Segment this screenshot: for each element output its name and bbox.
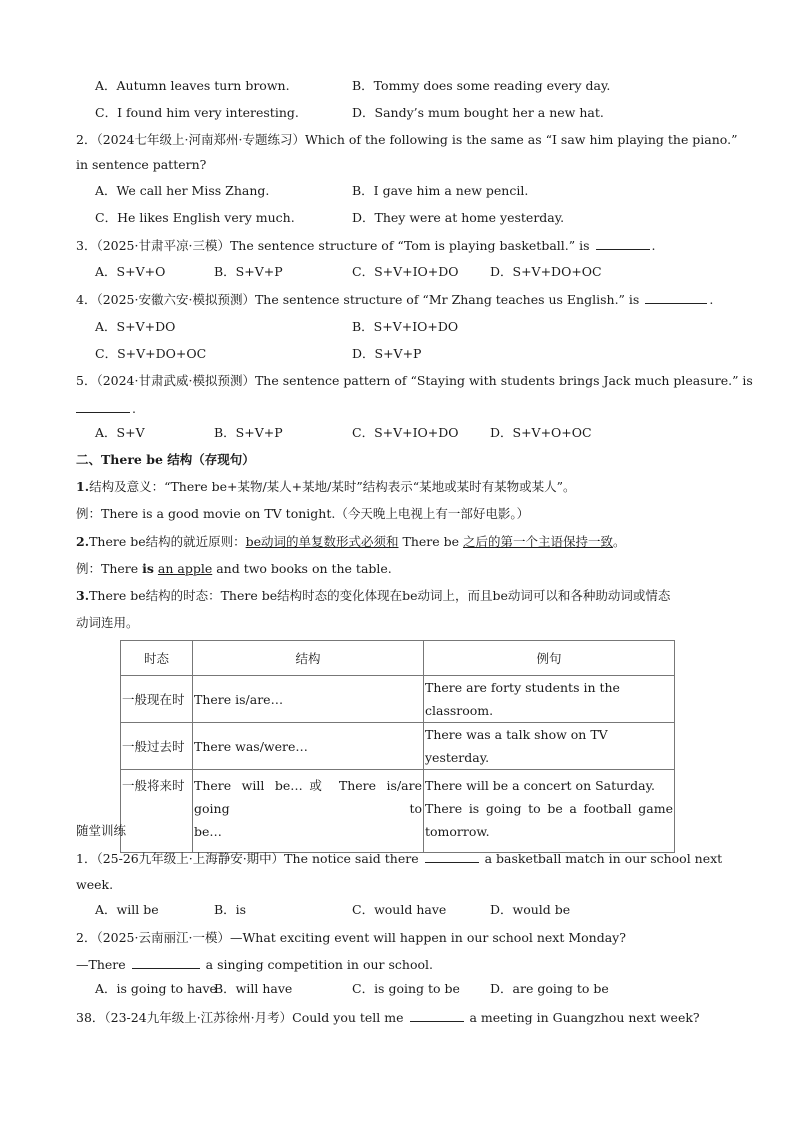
q4-option-c: C．S+V+DO+OC: [95, 346, 207, 361]
example-2: [76, 561, 392, 577]
table-row: [121, 676, 675, 723]
rule-3-number: 3.: [76, 588, 90, 603]
q3-answer-blank[interactable]: [596, 237, 650, 250]
q1-option-a: A．Autumn leaves turn brown.: [95, 78, 290, 93]
tense-table: [120, 640, 675, 853]
q3-stem-end: .: [651, 238, 656, 253]
q4-option-b: B．S+V+IO+DO: [352, 319, 459, 334]
table-cell-example: There was a talk show on TV yesterday.: [424, 723, 675, 770]
example-1: 例：There is a good movie on TV tonight.（今天晚上电视上有一部好电影。）: [76, 506, 530, 521]
rule-2-there-be: There be: [402, 534, 460, 549]
practice-q2-option-a: A．is going to have: [95, 981, 217, 996]
example-2-prefix: 例：There: [76, 561, 143, 576]
practice-q2-answer-blank[interactable]: [132, 956, 200, 969]
table-cell-tense: 一般将来时: [121, 770, 193, 853]
practice-q1-option-d: D．would be: [490, 902, 571, 917]
table-cell-example-line3: tomorrow.: [425, 824, 490, 839]
practice-q1-stem-rest: a basketball match in our school next: [484, 851, 723, 866]
q4-stem-text: 4．（2025·安徽六安·模拟预测）The sentence structure of “Mr Zhang teaches us English.” is: [76, 292, 640, 307]
rule-2-underline-1: be动词的单复数形式必须和: [245, 534, 399, 549]
practice-q2-option-d: D．are going to be: [490, 981, 609, 996]
practice-q1-option-c: C．would have: [352, 902, 447, 917]
example-2-an-apple: an apple: [157, 561, 213, 576]
rule-2: [76, 534, 626, 550]
q2-stem-line2: in sentence pattern?: [76, 157, 207, 172]
q5-option-b: B．S+V+P: [214, 425, 283, 440]
practice-q2-line2-rest: a singing competition in our school.: [205, 957, 433, 972]
q4-stem: [76, 291, 713, 308]
q4-answer-blank[interactable]: [645, 291, 707, 304]
table-header-example: 例句: [424, 641, 675, 676]
table-header-tense: 时态: [121, 641, 193, 676]
example-2-is: is: [142, 561, 154, 576]
table-cell-structure: There is/are…: [193, 676, 424, 723]
q4-stem-end: .: [709, 292, 714, 307]
q5-stem-end: .: [132, 401, 136, 416]
q3-option-c: C．S+V+IO+DO: [352, 264, 459, 279]
q1-option-d: D．Sandy’s mum bought her a new hat.: [352, 105, 604, 120]
q3-option-d: D．S+V+DO+OC: [490, 264, 602, 279]
practice-q1-option-b: B．is: [214, 902, 247, 917]
q2-option-d: D．They were at home yesterday.: [352, 210, 565, 225]
q3-option-b: B．S+V+P: [214, 264, 283, 279]
practice-q1-answer-blank[interactable]: [425, 850, 479, 863]
table-header-structure: 结构: [193, 641, 424, 676]
practice-q2-option-c: C．is going to be: [352, 981, 460, 996]
table-cell-structure-line2: be…: [194, 824, 222, 839]
q3-option-a: A．S+V+O: [95, 264, 166, 279]
q4-option-a: A．S+V+DO: [95, 319, 176, 334]
rule-1-number: 1.: [76, 479, 90, 494]
q2-stem-line1: 2．（2024七年级上·河南郑州·专题练习）Which of the following is the same as “I saw him playing the piano.”: [76, 132, 738, 147]
table-cell-structure-line1: There will be…或 There is/are going to: [194, 778, 422, 816]
practice-q1-stem-text: 1．（25-26九年级上·上海静安·期中）The notice said there: [76, 851, 419, 866]
q2-option-a: A．We call her Miss Zhang.: [95, 183, 270, 198]
q5-option-d: D．S+V+O+OC: [490, 425, 592, 440]
q1-option-c: C．I found him very interesting.: [95, 105, 299, 120]
q5-answer-blank[interactable]: [76, 400, 130, 413]
table-cell-structure: [193, 770, 424, 853]
practice-q2-line2: [76, 956, 433, 973]
table-cell-example-line1: There will be a concert on Saturday.: [425, 778, 655, 793]
table-cell-structure: There was/were…: [193, 723, 424, 770]
table-row: [121, 770, 675, 853]
practice-q2-stem: 2．（2025·云南丽江·一模）—What exciting event will happen in our school next Monday?: [76, 930, 626, 945]
practice-q38-stem-rest: a meeting in Guangzhou next week?: [469, 1010, 700, 1025]
table-cell-example: [424, 770, 675, 853]
table-cell-example-line2: There is going to be a football game: [425, 801, 673, 816]
q2-option-b: B．I gave him a new pencil.: [352, 183, 529, 198]
table-cell-example: There are forty students in the classroom.: [424, 676, 675, 723]
practice-q38-stem-text: 38．（23-24九年级上·江苏徐州·月考）Could you tell me: [76, 1010, 404, 1025]
table-row: [121, 723, 675, 770]
q5-stem-line2: [76, 400, 136, 417]
q3-stem: [76, 237, 656, 254]
q5-option-c: C．S+V+IO+DO: [352, 425, 459, 440]
rule-3-text: There be结构的时态：There be结构时态的变化体现在be动词上，而且be动词可以和各种助动词或情态: [89, 588, 671, 603]
practice-q2-line2-prefix: —There: [76, 957, 126, 972]
practice-q38-answer-blank[interactable]: [410, 1009, 464, 1022]
practice-q2-option-b: B．will have: [214, 981, 293, 996]
rule-1-text: 结构及意义：“There be+某物/某人+某地/某时”结构表示“某地或某时有某物或某人”。: [89, 479, 576, 494]
example-2-rest: and two books on the table.: [212, 561, 392, 576]
q2-option-c: C．He likes English very much.: [95, 210, 295, 225]
q5-stem: 5．（2024·甘肃武威·模拟预测）The sentence pattern of “Staying with students brings Jack much pleasure.” is: [76, 373, 753, 388]
q5-option-a: A．S+V: [95, 425, 145, 440]
q1-option-b: B．Tommy does some reading every day.: [352, 78, 611, 93]
q4-option-d: D．S+V+P: [352, 346, 422, 361]
rule-2-text: There be结构的就近原则：: [89, 534, 246, 549]
practice-q38-stem: [76, 1009, 700, 1026]
practice-q1-stem: [76, 850, 722, 867]
table-header-row: [121, 641, 675, 676]
section-heading: 二、There be 结构（存现句）: [76, 452, 255, 467]
table-cell-tense: 一般过去时: [121, 723, 193, 770]
practice-q1-stem-line2: week.: [76, 877, 114, 892]
rule-2-underline-2: 之后的第一个主语保持一致: [463, 534, 614, 549]
practice-heading: 随堂训练: [76, 823, 127, 838]
table-cell-tense: 一般现在时: [121, 676, 193, 723]
rule-3-line1: [76, 588, 670, 604]
rule-2-end: 。: [613, 534, 626, 549]
q3-stem-text: 3．（2025·甘肃平凉·三模）The sentence structure of “Tom is playing basketball.” is: [76, 238, 590, 253]
rule-3-line2: 动词连用。: [76, 615, 139, 630]
rule-2-number: 2.: [76, 534, 90, 549]
rule-1: [76, 479, 576, 495]
practice-q1-option-a: A．will be: [95, 902, 159, 917]
